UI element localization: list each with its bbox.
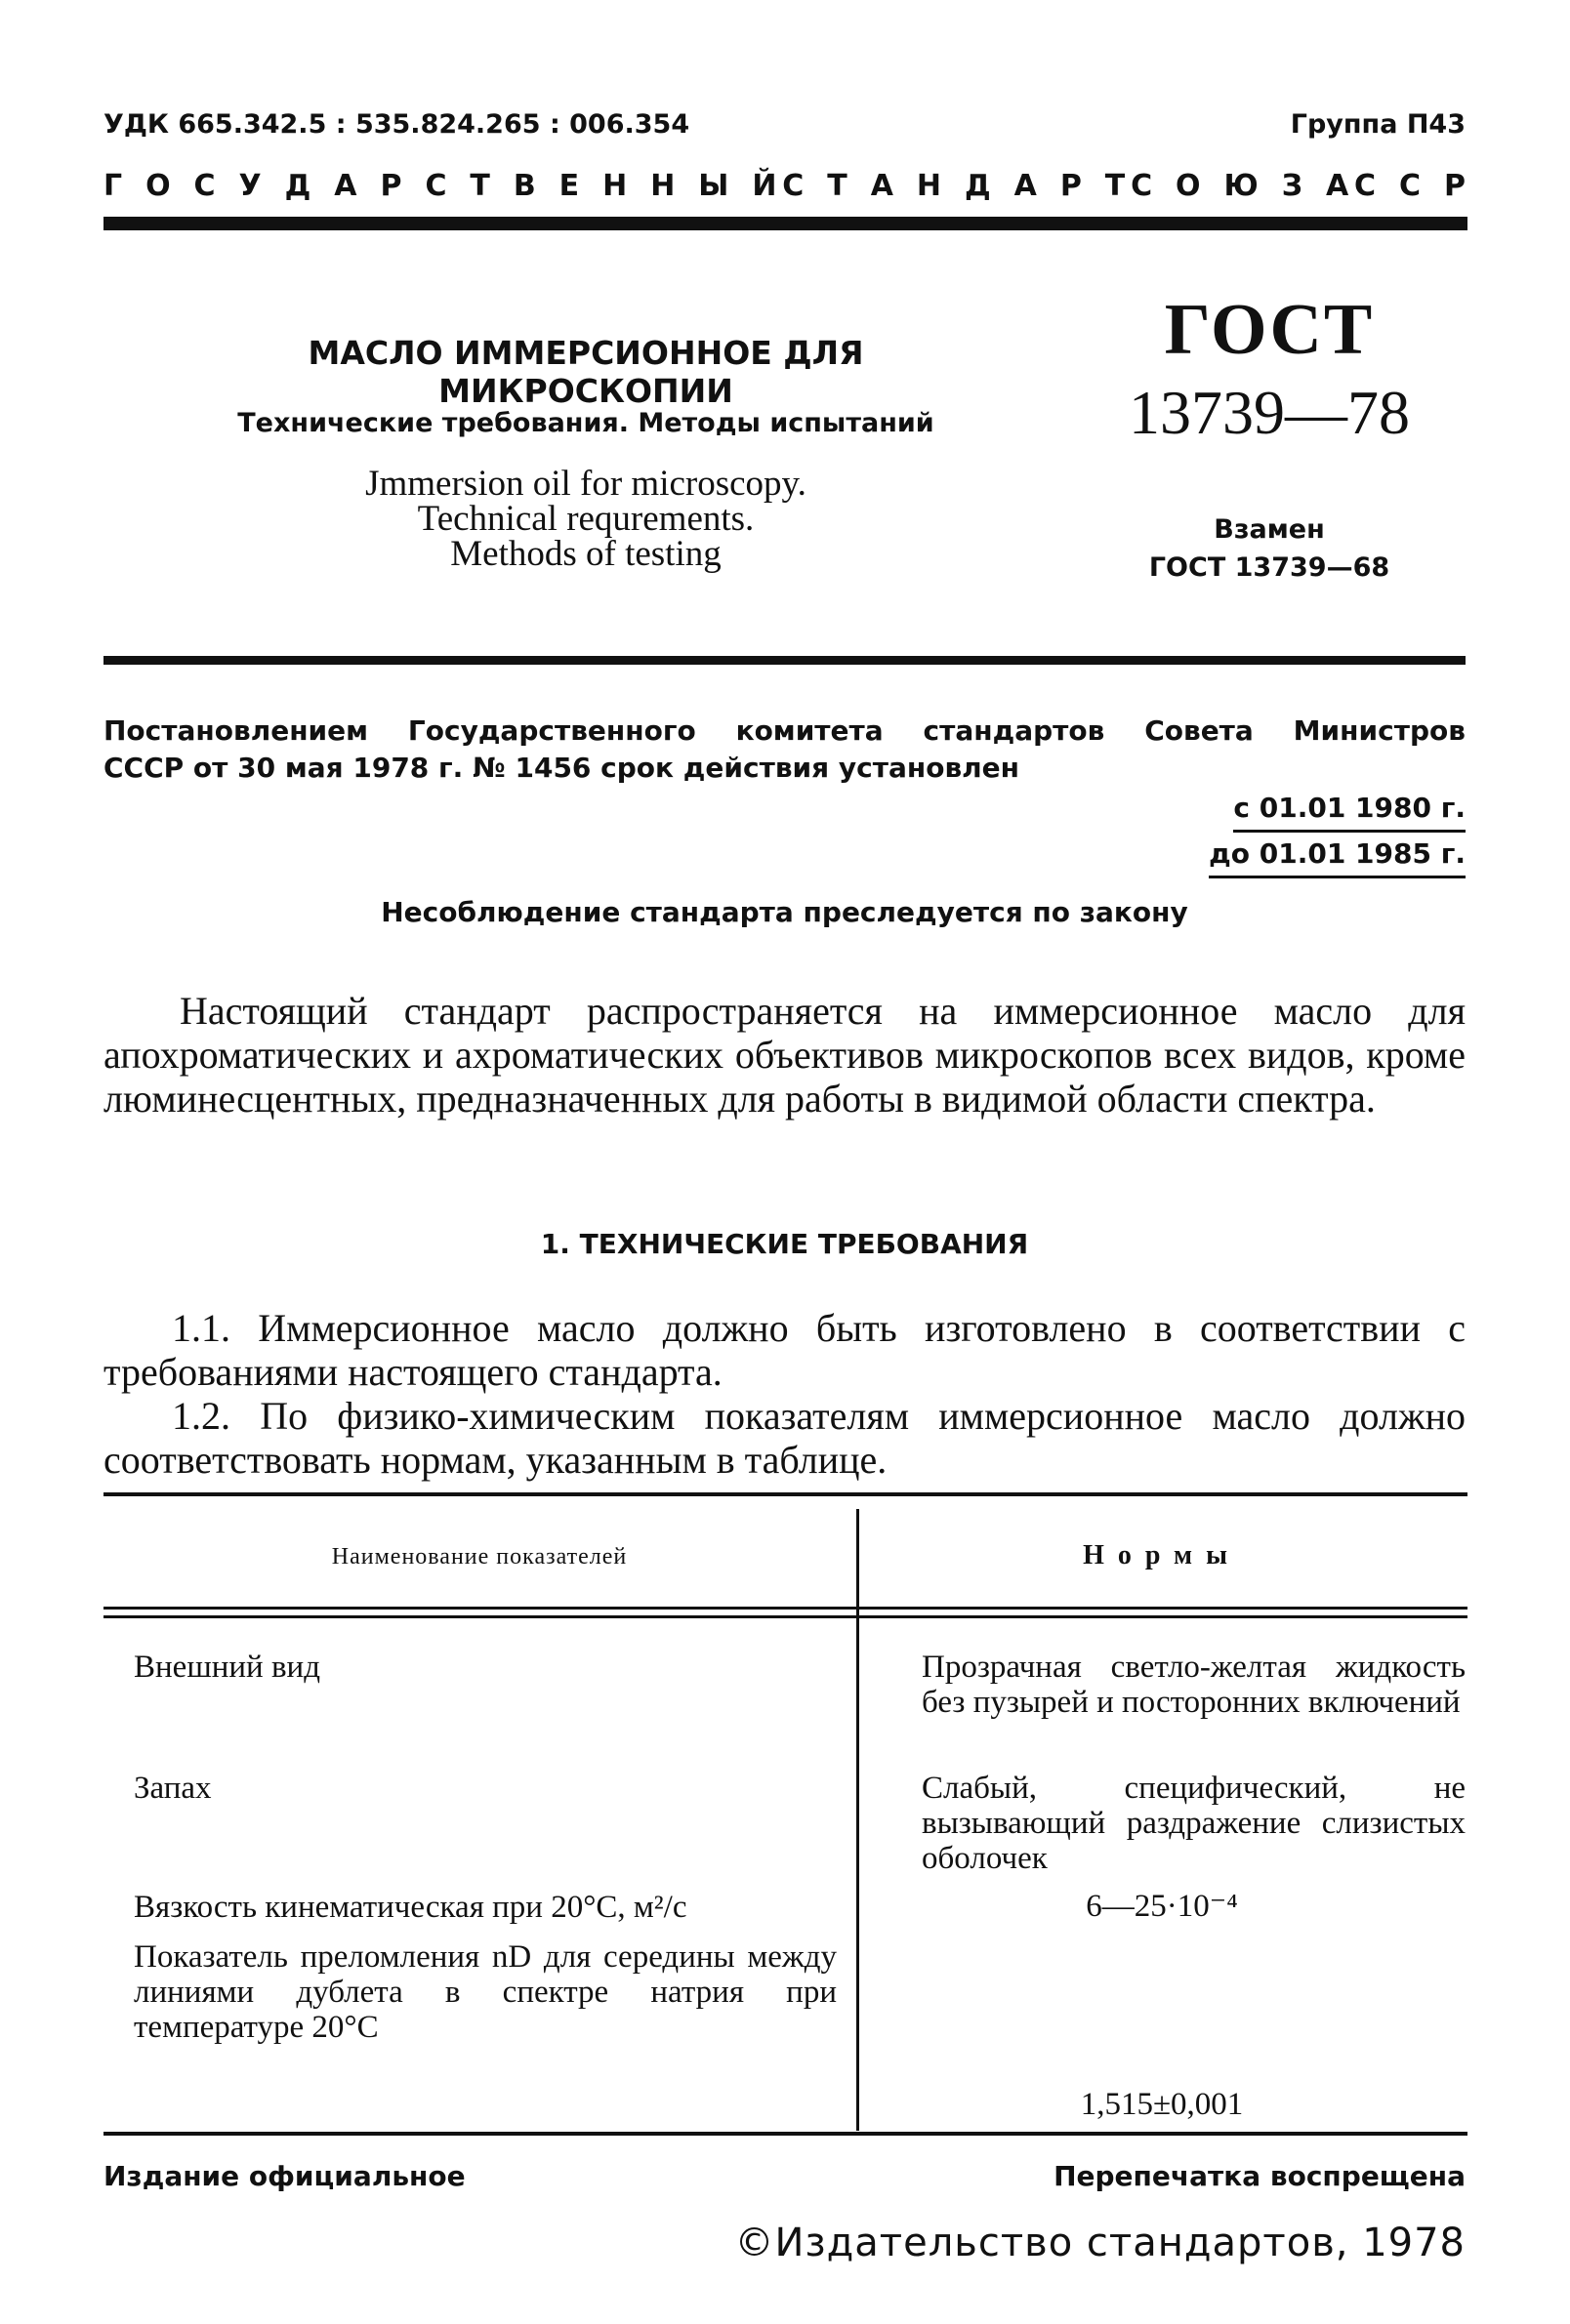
table-cell-norm: 6—25·10⁻⁴ <box>1086 1889 1238 1924</box>
english-title-line: Jmmersion oil for microscopy. <box>365 464 806 504</box>
table-column-divider <box>856 1509 859 2131</box>
table-cell-norm: Слабый, специфический, не вызывающий раздражение слизистых оболочек <box>922 1771 1466 1876</box>
heading-word: С Т А Н Д А Р Т <box>782 169 1126 203</box>
decree-word: комитета <box>735 714 884 747</box>
decree-line <box>103 713 1466 750</box>
document-title: МАСЛО ИММЕРСИОННОЕ ДЛЯ МИКРОСКОПИИ <box>308 334 864 410</box>
table-bottom-rule <box>103 2132 1467 2136</box>
decree-word: стандартов <box>923 714 1105 747</box>
table-header-name: Наименование показателей <box>331 1544 628 1570</box>
validity-period <box>1209 787 1466 878</box>
table-cell-name: Показатель преломления nD для середины между линиями дублета в спектре натрия при температуре 20°С <box>134 1939 837 2045</box>
intro-paragraph: Настоящий стандарт распространяется на иммерсионное масло для апохроматических и ахроматических объективов микроскопов всех видов, кроме люминесцентных, предназначенных для работы в видимой области спектра. <box>103 989 1466 1121</box>
decree-word: Постановлением <box>103 714 369 747</box>
table-cell-name: Вязкость кинематическая при 20°С, м²/с <box>134 1890 687 1925</box>
copyright: ©Издательство стандартов, 1978 <box>734 2221 1466 2265</box>
udk-code: УДК 665.342.5 : 535.824.265 : 006.354 <box>103 109 690 140</box>
table-header-rule <box>103 1615 1467 1618</box>
decree-word: Государственного <box>407 714 696 747</box>
state-standard-heading <box>103 169 1466 203</box>
english-title-line: Methods of testing <box>450 534 722 574</box>
decree-word: Совета <box>1144 714 1254 747</box>
group-code: Группа П43 <box>1290 109 1466 140</box>
law-notice: Несоблюдение стандарта преследуется по закону <box>381 896 1188 928</box>
replaces-label: Взамен <box>1214 514 1325 545</box>
english-title <box>254 464 918 574</box>
table-top-rule <box>103 1492 1467 1496</box>
valid-to: до 01.01 1985 г. <box>1209 833 1466 878</box>
decree-line: СССР от 30 мая 1978 г. № 1456 срок действия установлен <box>103 752 1020 784</box>
document-subtitle: Технические требования. Методы испытаний <box>237 408 934 438</box>
heading-word: С С Р <box>1354 169 1466 203</box>
table-cell-norm: Прозрачная светло-желтая жидкость без пузырей и посторонних включений <box>922 1650 1466 1720</box>
clause-1-1: 1.1. Иммерсионное масло должно быть изготовлено в соответствии с требованиями настоящего стандарта. <box>103 1306 1466 1394</box>
section-heading: 1. ТЕХНИЧЕСКИЕ ТРЕБОВАНИЯ <box>540 1228 1029 1260</box>
heading-word: С О Ю З А <box>1131 169 1349 203</box>
valid-from: с 01.01 1980 г. <box>1233 787 1466 833</box>
gost-label: ГОСТ <box>1164 290 1375 370</box>
english-title-line: Technical requrements. <box>417 499 755 539</box>
table-cell-norm: 1,515±0,001 <box>1080 2087 1244 2122</box>
clause-1-2: 1.2. По физико-химическим показателям иммерсионное масло должно соответствовать нормам, указанным в таблице. <box>103 1394 1466 1482</box>
reprint-note: Перепечатка воспрещена <box>1054 2160 1466 2192</box>
decree-word: Министров <box>1293 714 1466 747</box>
replaces-value: ГОСТ 13739—68 <box>1148 552 1390 583</box>
heading-word: Г О С У Д А Р С Т В Е Н Н Ы Й <box>103 169 777 203</box>
table-header-norm: Нормы <box>1083 1540 1241 1570</box>
gost-number: 13739—78 <box>1129 378 1410 447</box>
decree-text <box>103 713 1466 787</box>
heading-rule <box>103 217 1467 230</box>
table-cell-name: Внешний вид <box>134 1650 320 1685</box>
table-header-rule <box>103 1607 1467 1610</box>
section-rule <box>103 656 1466 665</box>
edition-note: Издание официальное <box>103 2160 466 2192</box>
table-cell-name: Запах <box>134 1771 212 1806</box>
